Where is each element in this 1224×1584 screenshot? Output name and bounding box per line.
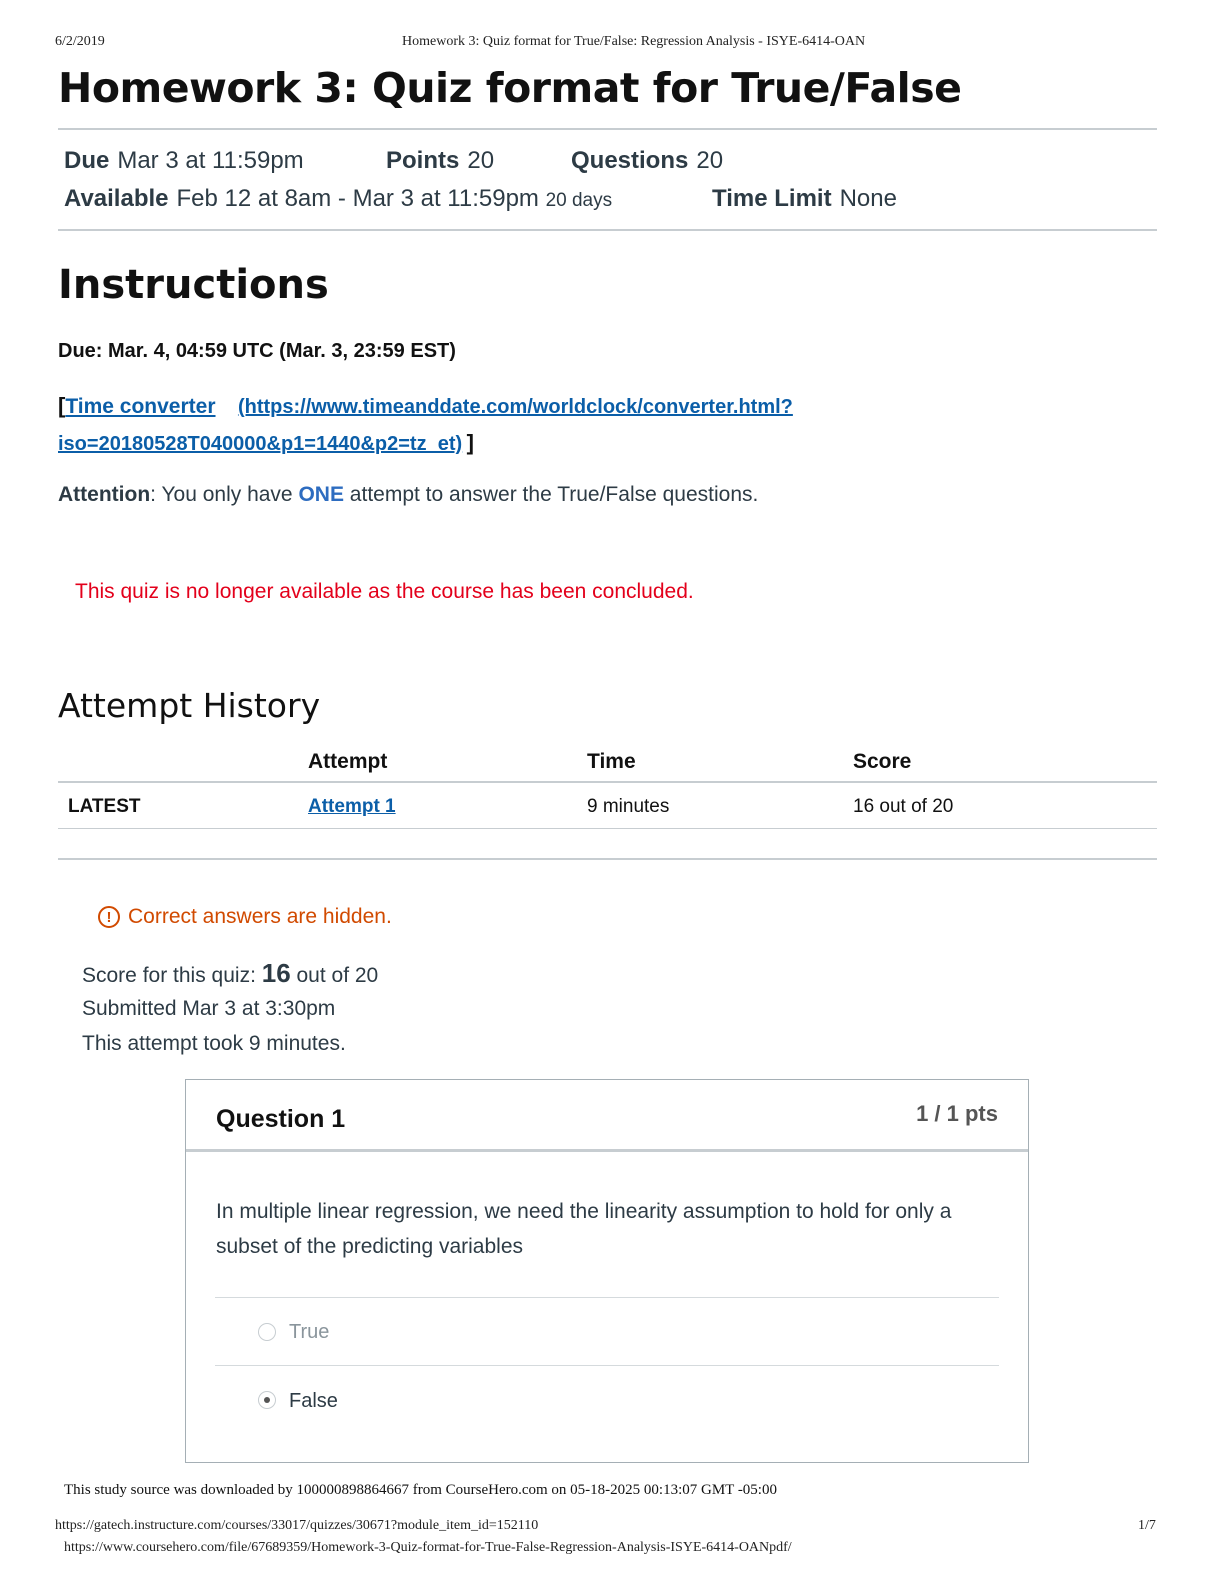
score-suffix: out of 20: [290, 964, 379, 987]
bracket-open: [: [58, 393, 66, 418]
table-row-divider: [58, 828, 1157, 829]
option-divider-1: [215, 1297, 999, 1298]
radio-false-selected[interactable]: [258, 1391, 276, 1409]
row-score: 16 out of 20: [853, 796, 954, 817]
attention-pre: : You only have: [150, 483, 299, 506]
source-note: This study source was downloaded by 100000898864667 from CourseHero.com on 05-18-2025 00:13:07 GMT -05:00: [64, 1482, 777, 1498]
page-title: Homework 3: Quiz format for True/False: [58, 64, 962, 112]
option-false-label: False: [289, 1390, 338, 1412]
time-limit-label: Time Limit: [712, 185, 832, 212]
radio-true[interactable]: [258, 1323, 276, 1341]
option-true-label: True: [289, 1321, 330, 1343]
time-converter-line-2: [58, 430, 474, 456]
question-points: 1 / 1 pts: [916, 1101, 998, 1126]
attempt-history-heading: Attempt History: [58, 686, 321, 725]
row-time: 9 minutes: [587, 796, 670, 817]
due-label: Due: [64, 147, 110, 174]
attention-label: Attention: [58, 483, 151, 506]
time-limit-detail: [712, 185, 897, 213]
question-header: [186, 1080, 1028, 1152]
question-text: In multiple linear regression, we need the linearity assumption to hold for only a subset of the predicting variables: [216, 1200, 952, 1258]
details-divider: [58, 229, 1157, 231]
answers-hidden-warning: [98, 905, 392, 929]
duration-line: This attempt took 9 minutes.: [82, 1032, 346, 1055]
col-header-time: Time: [587, 750, 636, 773]
question-card: [185, 1079, 1029, 1463]
col-header-attempt: Attempt: [308, 750, 388, 773]
attention-note: [58, 483, 758, 507]
coursehero-url: https://www.coursehero.com/file/67689359/Homework-3-Quiz-format-for-True-False-Regression-Analysis-ISYE-6414-OANpdf/: [64, 1540, 792, 1555]
questions-detail: [571, 147, 723, 175]
attention-emphasis: ONE: [298, 483, 344, 506]
answers-hidden-text: Correct answers are hidden.: [128, 905, 392, 928]
available-days: 20 days: [545, 190, 613, 211]
history-bottom-divider: [58, 858, 1157, 860]
time-converter-url-1[interactable]: (https://www.timeanddate.com/worldclock/converter.html?: [237, 396, 793, 418]
available-detail: [64, 185, 612, 213]
page-url: https://gatech.instructure.com/courses/33017/quizzes/30671?module_item_id=152110: [55, 1518, 539, 1533]
instructions-heading: Instructions: [58, 262, 329, 308]
question-title: Question 1: [216, 1105, 346, 1133]
col-header-score: Score: [853, 750, 912, 773]
page-number: 1/7: [1138, 1518, 1156, 1533]
questions-label: Questions: [571, 147, 689, 174]
time-converter-url-2[interactable]: iso=20180528T040000&p1=1440&p2=tz_et): [58, 433, 463, 455]
attempt-1-link[interactable]: Attempt 1: [308, 796, 396, 817]
points-value: 20: [467, 147, 495, 174]
time-limit-value: None: [839, 185, 897, 212]
title-divider: [58, 128, 1157, 130]
quiz-score-line: [82, 958, 378, 989]
time-converter-line-1: [58, 393, 793, 419]
print-doc-title: Homework 3: Quiz format for True/False: Regression Analysis - ISYE-6414-OAN: [402, 34, 866, 49]
points-detail: [386, 147, 494, 175]
row-latest-label: LATEST: [68, 796, 141, 817]
questions-value: 20: [696, 147, 724, 174]
option-divider-2: [215, 1365, 999, 1366]
time-converter-link[interactable]: Time converter: [65, 395, 216, 418]
attention-post: attempt to answer the True/False questions.: [343, 483, 759, 506]
score-prefix: Score for this quiz:: [82, 964, 262, 987]
available-label: Available: [64, 185, 169, 212]
print-date: 6/2/2019: [55, 34, 105, 49]
course-concluded-message: This quiz is no longer available as the course has been concluded.: [75, 580, 694, 603]
due-detail: [64, 147, 304, 175]
available-value: Feb 12 at 8am - Mar 3 at 11:59pm: [176, 185, 539, 212]
due-value: Mar 3 at 11:59pm: [117, 147, 304, 174]
warning-icon: !: [98, 906, 120, 928]
points-label: Points: [386, 147, 460, 174]
submitted-line: Submitted Mar 3 at 3:30pm: [82, 997, 336, 1020]
due-utc-line: Due: Mar. 4, 04:59 UTC (Mar. 3, 23:59 EST): [58, 340, 456, 362]
bracket-close: ]: [466, 430, 474, 455]
table-header-divider: [58, 781, 1157, 783]
score-value: 16: [261, 958, 291, 988]
